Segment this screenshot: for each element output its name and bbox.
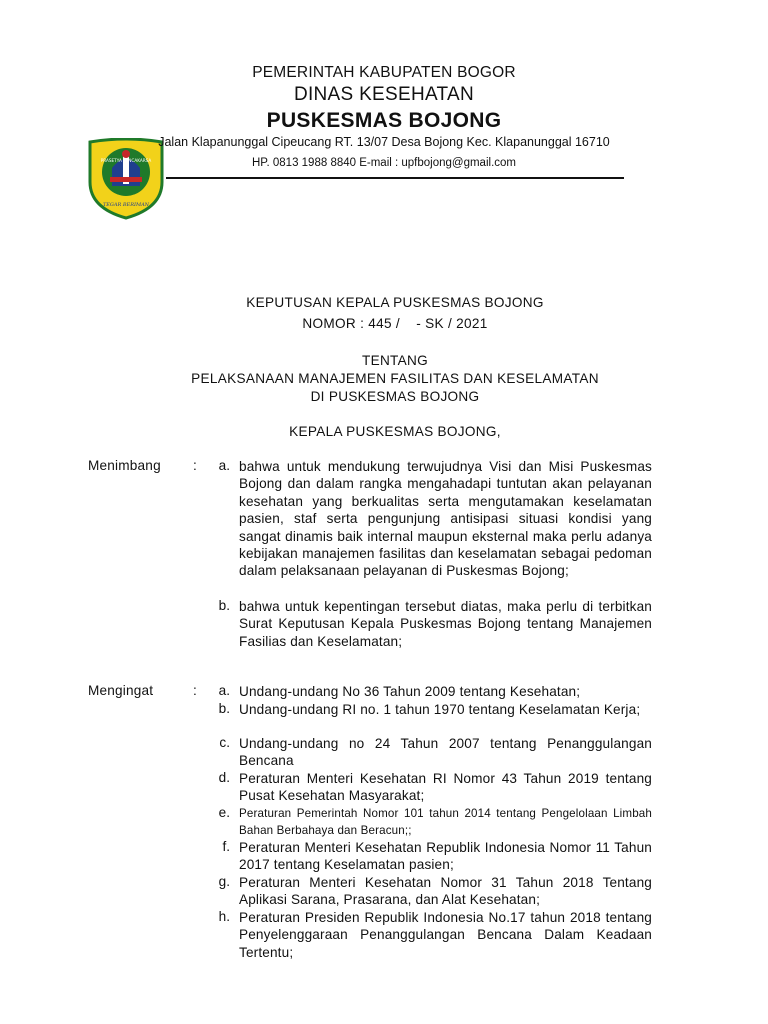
menimbang-label: Menimbang	[88, 458, 161, 473]
list-marker: e.	[218, 805, 230, 820]
list-item-text: Peraturan Presiden Republik Indonesia No.17 tahun 2018 tentang Penyelenggaraan Penanggulangan Bencana Dalam Keadaan Tertentu;	[239, 910, 652, 960]
department-name: DINAS KESEHATAN	[293, 84, 475, 105]
institution-contact: HP. 0813 1988 8840 E-mail : upfbojong@gmail.com	[252, 157, 516, 169]
institution-address: Jalan Klapanunggal Cipeucang RT. 13/07 Desa Bojong Kec. Klapanunggal 16710	[158, 135, 610, 149]
list-item-text: bahwa untuk kepentingan tersebut diatas, maka perlu di terbitkan Surat Keputusan Kepala Puskesmas Bojong tentang Manajemen Fasilias dan Keselamatan;	[239, 599, 652, 649]
list-marker: b.	[218, 701, 230, 716]
letterhead-divider	[166, 177, 624, 179]
list-marker: g.	[218, 874, 230, 889]
decree-number: NOMOR : 445 / - SK / 2021	[302, 316, 488, 331]
list-item-text: Peraturan Pemerintah Nomor 101 tahun 2014 tentang Pengelolaan Limbah Bahan Berbahaya dan Beracun;;	[239, 807, 652, 838]
list-item-text: Peraturan Menteri Kesehatan Nomor 31 Tahun 2018 Tentang Aplikasi Sarana, Prasarana, dan Alat Kesehatan;	[239, 875, 652, 908]
decree-issuer: KEPALA PUSKESMAS BOJONG,	[289, 424, 501, 439]
decree-subject-line-1: PELAKSANAAN MANAJEMEN FASILITAS DAN KESELAMATAN	[191, 371, 599, 386]
list-item-text: Undang-undang no 24 Tahun 2007 tentang Penanggulangan Bencana	[239, 736, 652, 769]
menimbang-colon: :	[193, 458, 197, 473]
list-marker: h.	[218, 909, 230, 924]
mengingat-colon: :	[193, 683, 197, 698]
logo-banner-text: PRASETYA PANCAKARSA	[100, 158, 152, 163]
list-item-text: Undang-undang RI no. 1 tahun 1970 tentang Keselamatan Kerja;	[239, 702, 641, 717]
list-marker: a.	[218, 683, 230, 698]
list-marker: b.	[218, 598, 230, 613]
institution-name: PUSKESMAS BOJONG	[266, 109, 502, 132]
list-marker: d.	[218, 770, 230, 785]
decree-title: KEPUTUSAN KEPALA PUSKESMAS BOJONG	[246, 295, 544, 310]
logo-motto: TEGAR BERIMAN	[102, 202, 150, 208]
list-item-text: Peraturan Menteri Kesehatan RI Nomor 43 Tahun 2019 tentang Pusat Kesehatan Masyarakat;	[239, 771, 652, 804]
list-marker: f.	[222, 839, 230, 854]
decree-about: TENTANG	[361, 353, 429, 368]
decree-subject-line-2: DI PUSKESMAS BOJONG	[310, 389, 480, 404]
mengingat-label: Mengingat	[88, 683, 154, 698]
list-item-text: Peraturan Menteri Kesehatan Republik Indonesia Nomor 11 Tahun 2017 tentang Keselamatan pasien;	[239, 840, 652, 873]
list-marker: c.	[219, 735, 230, 750]
list-item-text: Undang-undang No 36 Tahun 2009 tentang Kesehatan;	[239, 684, 581, 699]
list-marker: a.	[218, 458, 230, 473]
list-item-text: bahwa untuk mendukung terwujudnya Visi dan Misi Puskesmas Bojong dan dalam rangka mengahadapi tuntutan akan pelayanan kesehatan yang berkualitas serta mengutamakan keselamatan pasien, staf serta pengunjung antisipasi situasi kondisi yang sangat dinamis baik internal maupun eksternal maka perlu adanya kebijakan manajemen fasilitas dan keselamatan sebagai pedoman dalam pelaksanaan pelayanan di Puskesmas Bojong;	[239, 459, 652, 579]
government-name: PEMERINTAH KABUPATEN BOGOR	[252, 64, 516, 81]
puskesmas-logo	[86, 138, 166, 220]
